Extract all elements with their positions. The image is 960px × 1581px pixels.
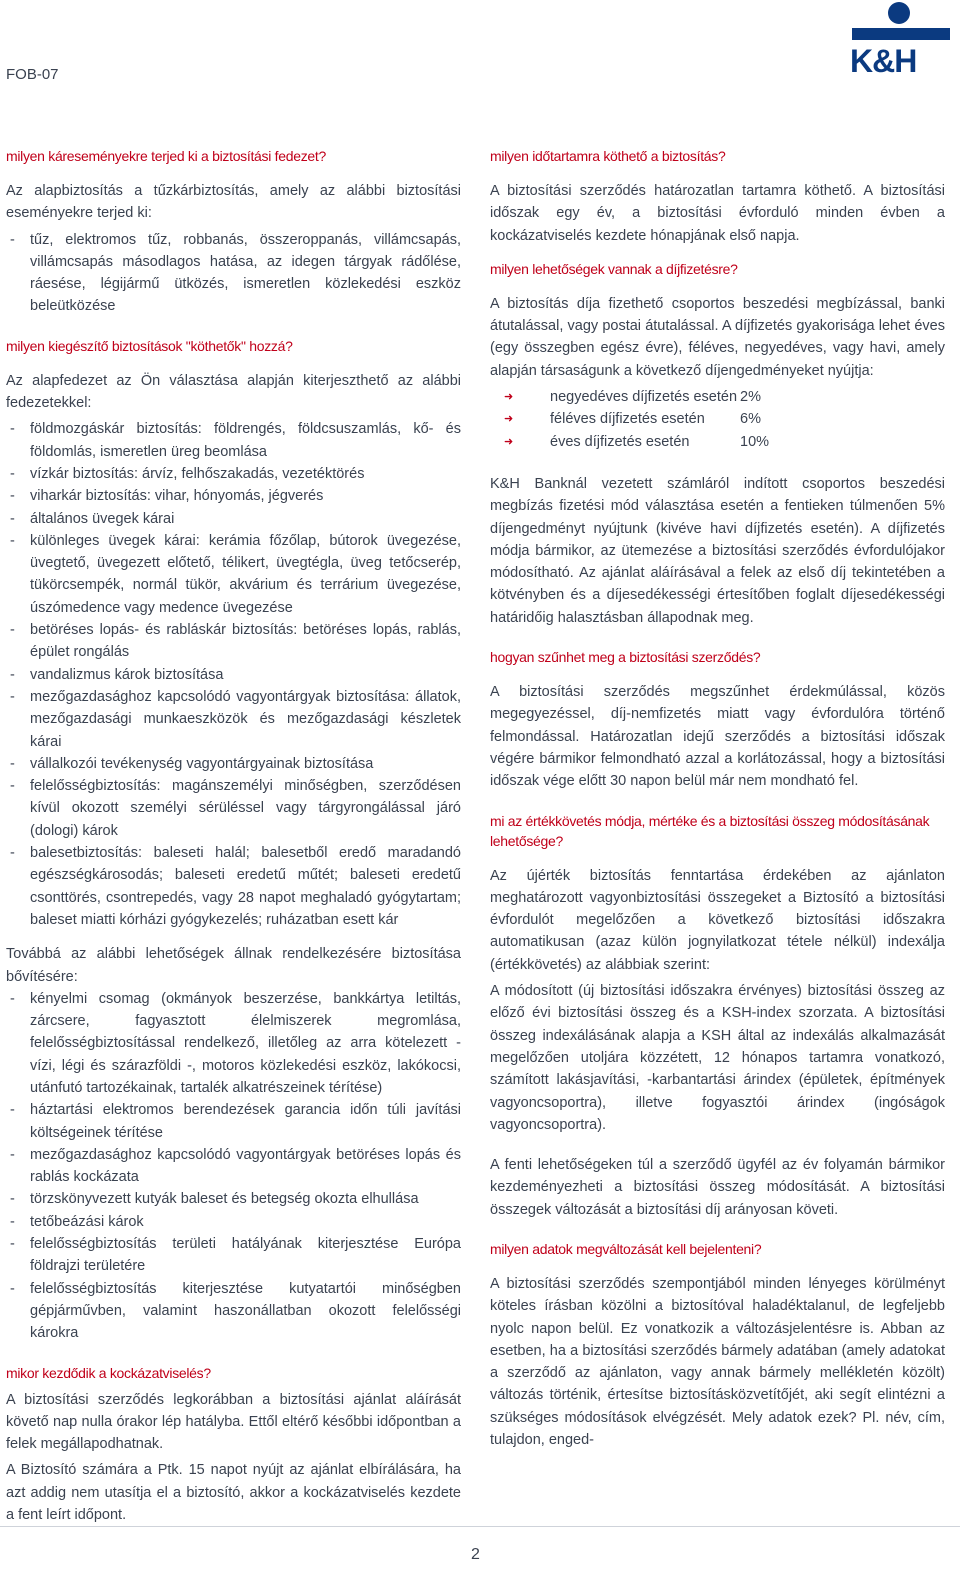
footer-divider xyxy=(0,1526,960,1527)
arrow-icon: ➜ xyxy=(504,391,514,404)
logo-dot-icon xyxy=(888,2,910,24)
list-item: - betöréses lopás- és rabláskár biztosítás: betöréses lopás, rablás, épület rongálás xyxy=(6,619,461,664)
list-item: - vandalizmus károk biztosítása xyxy=(6,664,461,686)
left-column xyxy=(6,146,461,1530)
list-item: - mezőgazdasághoz kapcsolódó vagyontárgyak biztosítása: állatok, mezőgazdasági munkaeszközök és mezőgazdasági készletek kárai xyxy=(6,686,461,753)
paragraph: K&H Banknál vezetett számláról indított csoportos beszedési megbízás fizetési mód választása esetén a fentieken túlmenően 5% díjengedményt nyújtunk (kivéve havi díjfizetés esetén). A díjfizetés módja bármikor, az ütemezése a biztosítási szerződés évfordulójakor módosítható. Az ajánlat aláírásával a felek az első díj tekintetében a kötvényben és a díjesedékességi értesítőben foglalt díjesedékességi határidőig halasztásban állapodnak meg. xyxy=(490,475,945,626)
list-item: - tűz, elektromos tűz, robbanás, összeroppanás, villámcsapás, villámcsapás másodlagos hatása, az idegen tárgyak rádőlése, ráesése, légijármű ütközés, ismeretlen közlekedési eszköz beleütközése xyxy=(6,229,461,318)
discount-label: negyedéves díjfizetés esetén xyxy=(550,389,738,406)
discount-label: féléves díjfizetés esetén xyxy=(550,411,705,428)
page-number: 2 xyxy=(471,1546,480,1563)
section-title: milyen káreseményekre terjed ki a biztosítási fedezet? xyxy=(6,148,326,164)
paragraph: A módosított (új biztosítási időszakra érvényes) biztosítási összeg az előző évi biztosítási összeg és a KSH-index szorzata. A biztosítási összeg indexálásának alapja a KSH által az indexálás alkalmazását megelőzően utoljára közzétett, 12 hónapos tartamra vonatkozó, számított lakásjavítási, -karbantartási árindex (épületek, építmények vagyoncsoportra), illetve fogyasztói árindex (ingóságok vagyoncsoportra). xyxy=(490,983,945,1133)
list-item: - mezőgazdasághoz kapcsolódó vagyontárgyak betöréses lopás és rablás kockázata xyxy=(6,1144,461,1189)
kh-logo xyxy=(852,2,952,82)
section-title: mikor kezdődik a kockázatviselés? xyxy=(6,1364,211,1381)
paragraph: A biztosítás díja fizethető csoportos beszedési megbízással, banki átutalással, vagy postai átutalással. A díjfizetés gyakorisága lehet éves (egy összegben egész évre), féléves, negyedéves, vagy havi, amely alapján társaságunk a következő díjengedményeket nyújtja: xyxy=(490,295,945,379)
list-item: - törzskönyvezett kutyák baleset és betegség okozta elhullása xyxy=(6,1188,461,1210)
list-item: - balesetbiztosítás: baleseti halál; balesetből eredő maradandó egészségkárosodás; baleseti eredetű műtét; baleseti eredetű csonttörés, csontrepedés, vagy 28 napot meghaladó gyógytartam; baleset miatti kórházi gyógykezelés; ruházatban esett kár xyxy=(6,842,461,931)
list-item: - általános üvegek kárai xyxy=(6,508,461,530)
paragraph: A biztosítási szerződés határozatlan tartamra köthető. A biztosítási időszak egy év, a biztosítási évforduló minden évben a kockázatviselés kezdete hónapjának első napja. xyxy=(490,183,945,244)
section-title: mi az értékkövetés módja, mértéke és a biztosítási összeg módosításának lehetősége? xyxy=(490,812,930,849)
list-item: - háztartási elektromos berendezések garancia időn túli javítási költségeinek térítése xyxy=(6,1099,461,1144)
discount-rate: 6% xyxy=(740,411,761,428)
list-item: - felelősségbiztosítás területi hatályának kiterjesztése Európa földrajzi területére xyxy=(6,1233,461,1278)
right-column xyxy=(490,146,945,1455)
discount-item xyxy=(490,408,945,430)
paragraph: A biztosítási szerződés szempontjából minden lényeges körülményt köteles írásban közölni a biztosítóval haladéktalanul, de legfeljebb nyolc napon belül. Ez vonatkozik a változásjelentésre is. Abban az esetben, ha a biztosítási szerződés bármely adatában (amely adatokat a szerződő az ajánlaton, vagy annak bármely mellékletén közölt) változás történik, értesítse biztosításközvetítőjét, aki segít elintézni a szükséges módosítások elvégzését. Mely adatok ezek? Pl. név, cím, tulajdon, enged- xyxy=(490,1275,945,1449)
discount-label: éves díjfizetés esetén xyxy=(550,433,690,450)
logo-wordmark: K&H xyxy=(850,43,917,79)
list-item: - különleges üvegek kárai: kerámia főzőlap, bútorok üvegezése, üvegtető, üvegezett előtető, télikert, üvegtégla, üveg tetőcserép, tükörcsempék, normál tükör, akvárium és terrárium üvegezése, úszómedence vagy medence üvegezése xyxy=(6,530,461,619)
paragraph: A fenti lehetőségeken túl a szerződő ügyfél az év folyamán bármikor kezdeményezheti a biztosítási összeg módosítását. A biztosítási összegek változását a biztosítási díj arányosan követi. xyxy=(490,1157,945,1218)
list-item: - viharkár biztosítás: vihar, hónyomás, jégverés xyxy=(6,485,461,507)
extension-list xyxy=(6,988,461,1345)
section-title: hogyan szűnhet meg a biztosítási szerződés? xyxy=(490,649,761,666)
section-title: milyen kiegészítő biztosítások "köthetők" hozzá? xyxy=(6,337,293,354)
list-item: - vízkár biztosítás: árvíz, felhőszakadás, vezetéktörés xyxy=(6,463,461,485)
discount-rate: 2% xyxy=(740,389,761,406)
coverage-list xyxy=(6,229,461,318)
list-item: - kényelmi csomag (okmányok beszerzése, bankkártya letiltás, zárcsere, fagyasztott élelmiszerek megromlása, felelősségbiztosítással rendelkező, illetőleg az arra kötelezett - vízi, légi és szárazföldi -, motoros közlekedési eszköz, lakókocsi, utánfutó tartozékainak, tartalék alkatrészeinek térítése) xyxy=(6,988,461,1099)
arrow-icon: ➜ xyxy=(504,413,514,426)
paragraph: Az alapbiztosítás a tűzkárbiztosítás, amely az alábbi biztosítási eseményekre terjed ki: xyxy=(6,183,461,222)
supplementary-list xyxy=(6,418,461,931)
section-title: milyen időtartamra köthető a biztosítás? xyxy=(490,148,726,164)
discount-item xyxy=(490,386,945,408)
list-item: - felelősségbiztosítás: magánszemélyi minőségben, szerződésen kívül okozott személyi sérüléssel vagy tárgyrongálással járó (dologi) károk xyxy=(6,775,461,842)
logo-bar-icon xyxy=(852,28,950,40)
list-item: - felelősségbiztosítás kiterjesztése kutyatartói minőségben gépjárművben, valamint haszonállatban okozott felelősségi károkra xyxy=(6,1278,461,1345)
paragraph: A biztosítási szerződés legkorábban a biztosítási ajánlat aláírását követő nap nulla órakor lép hatályba. Ettől eltérő későbbi időpontban a felek megállapodhatnak. xyxy=(6,1391,461,1453)
paragraph: Továbbá az alábbi lehetőségek állnak rendelkezésére biztosítása bővítésére: xyxy=(6,946,461,985)
arrow-icon: ➜ xyxy=(504,435,514,448)
paragraph: Az újérték biztosítás fenntartása érdekében az ajánlaton meghatározott vagyonbiztosítási összegeket a Biztosító a biztosítási évfordulót megelőzően a következő biztosítási időszakra automatikusan (azaz külön jognyilatkozat tétele nélkül) indexálja (értékkövetés) az alábbiak szerint: xyxy=(490,867,945,973)
section-title: milyen lehetőségek vannak a díjfizetésre? xyxy=(490,260,738,277)
list-item: - tetőbeázási károk xyxy=(6,1211,461,1233)
document-code: FOB-07 xyxy=(6,66,59,83)
list-item: - földmozgáskár biztosítás: földrengés, földcsuszamlás, kő- és földomlás, ismeretlen üreg beomlása xyxy=(6,418,461,463)
list-item: - vállalkozói tevékenység vagyontárgyainak biztosítása xyxy=(6,753,461,775)
paragraph: A biztosítási szerződés megszűnhet érdekmúlással, közös megegyezéssel, díj-nemfizetés miatt vagy évfordulóra történő felmondással. Határozatlan idejű szerződés a biztosítási időszak végére bármikor felmondható azzal a korlátozással, hogy a biztosítási időszak vége előtt 30 napon belül már nem mondható fel. xyxy=(490,684,945,790)
section-title: milyen adatok megváltozását kell bejelenteni? xyxy=(490,1240,762,1257)
discount-rate: 10% xyxy=(740,433,770,450)
discount-item xyxy=(490,431,945,453)
discount-list xyxy=(490,386,945,453)
paragraph: A Biztosító számára a Ptk. 15 napot nyújt az ajánlat elbírálására, ha azt addig nem utasítja el a biztosító, akkor a kockázatviselés kezdete a fent leírt időpont. xyxy=(6,1462,461,1524)
paragraph: Az alapfedezet az Ön választása alapján kiterjeszthető az alábbi fedezetekkel: xyxy=(6,372,461,412)
